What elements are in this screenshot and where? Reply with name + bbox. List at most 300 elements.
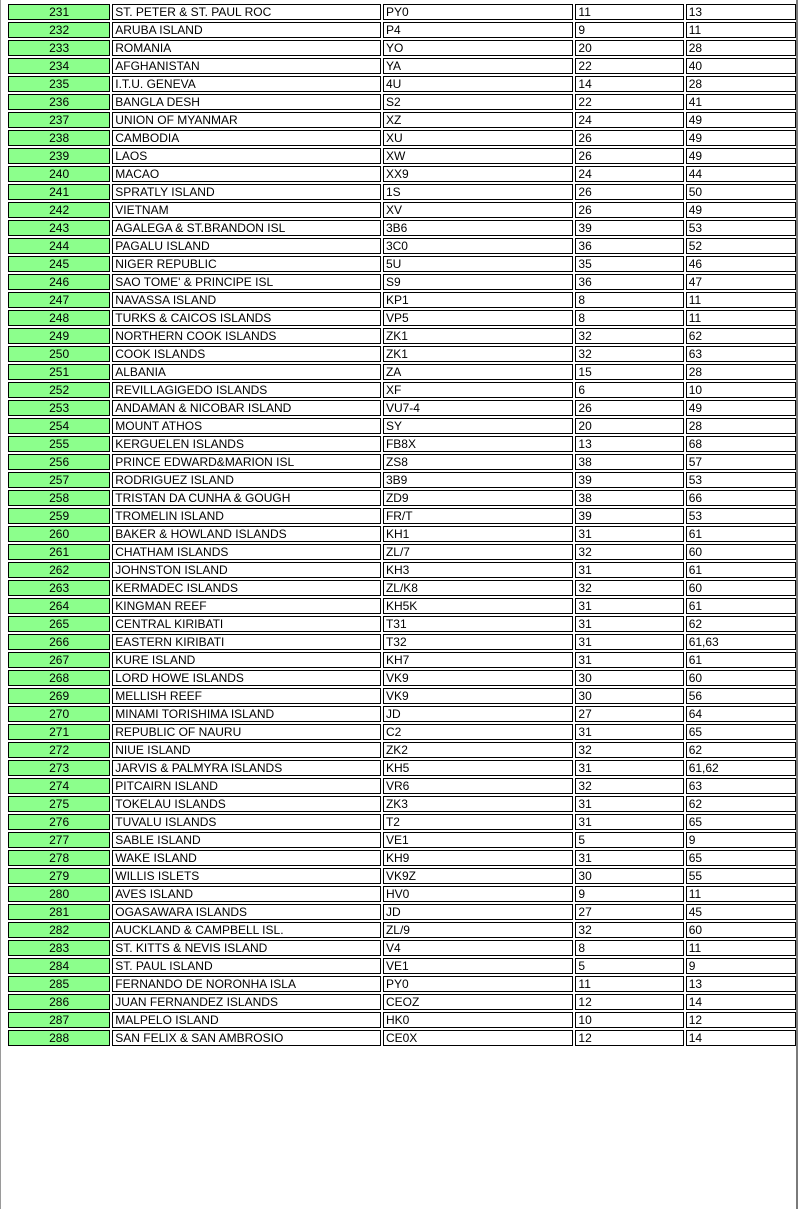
entity-number-cell: 247: [8, 292, 110, 308]
cq-zone-cell: 38: [575, 454, 683, 470]
prefix-cell: HV0: [383, 886, 573, 902]
table-row: [8, 706, 796, 722]
table-row: [8, 526, 796, 542]
cq-zone-cell: 13: [575, 436, 683, 452]
cq-zone-cell: 8: [575, 292, 683, 308]
itu-zone-cell: 49: [686, 202, 796, 218]
itu-zone-cell: 50: [686, 184, 796, 200]
country-name-cell: KURE ISLAND: [112, 652, 381, 668]
itu-zone-cell: 61: [686, 598, 796, 614]
entity-number-cell: 251: [8, 364, 110, 380]
prefix-cell: XZ: [383, 112, 573, 128]
entity-number-cell: 258: [8, 490, 110, 506]
table-row: [8, 490, 796, 506]
country-name-cell: AGALEGA & ST.BRANDON ISL: [112, 220, 381, 236]
country-name-cell: ST. PAUL ISLAND: [112, 958, 381, 974]
table-row: [8, 256, 796, 272]
table-row: [8, 454, 796, 470]
table-row: [8, 112, 796, 128]
prefix-cell: XV: [383, 202, 573, 218]
table-row: [8, 40, 796, 56]
table-row: [8, 904, 796, 920]
cq-zone-cell: 35: [575, 256, 683, 272]
cq-zone-cell: 32: [575, 778, 683, 794]
prefix-cell: PY0: [383, 976, 573, 992]
table-row: [8, 886, 796, 902]
itu-zone-cell: 60: [686, 580, 796, 596]
entity-number-cell: 254: [8, 418, 110, 434]
cq-zone-cell: 5: [575, 958, 683, 974]
country-name-cell: MACAO: [112, 166, 381, 182]
entity-number-cell: 288: [8, 1030, 110, 1046]
cq-zone-cell: 32: [575, 742, 683, 758]
country-name-cell: BAKER & HOWLAND ISLANDS: [112, 526, 381, 542]
entity-number-cell: 285: [8, 976, 110, 992]
cq-zone-cell: 32: [575, 580, 683, 596]
table-row: [8, 742, 796, 758]
entity-number-cell: 281: [8, 904, 110, 920]
table-row: [8, 436, 796, 452]
prefix-cell: KH5K: [383, 598, 573, 614]
entity-number-cell: 278: [8, 850, 110, 866]
table-row: [8, 94, 796, 110]
cq-zone-cell: 26: [575, 148, 683, 164]
prefix-cell: T31: [383, 616, 573, 632]
country-name-cell: OGASAWARA ISLANDS: [112, 904, 381, 920]
entity-number-cell: 259: [8, 508, 110, 524]
entity-number-cell: 260: [8, 526, 110, 542]
prefix-cell: JD: [383, 706, 573, 722]
country-name-cell: AVES ISLAND: [112, 886, 381, 902]
prefix-cell: ZK1: [383, 328, 573, 344]
entity-number-cell: 274: [8, 778, 110, 794]
table-row: [8, 382, 796, 398]
country-name-cell: PAGALU ISLAND: [112, 238, 381, 254]
country-name-cell: SPRATLY ISLAND: [112, 184, 381, 200]
entity-number-cell: 232: [8, 22, 110, 38]
itu-zone-cell: 40: [686, 58, 796, 74]
cq-zone-cell: 22: [575, 94, 683, 110]
itu-zone-cell: 10: [686, 382, 796, 398]
cq-zone-cell: 24: [575, 112, 683, 128]
table-row: [8, 814, 796, 830]
cq-zone-cell: 32: [575, 922, 683, 938]
itu-zone-cell: 11: [686, 22, 796, 38]
entity-number-cell: 231: [8, 4, 110, 20]
table-row: [8, 76, 796, 92]
table-row: [8, 184, 796, 200]
country-name-cell: JARVIS & PALMYRA ISLANDS: [112, 760, 381, 776]
country-name-cell: JOHNSTON ISLAND: [112, 562, 381, 578]
table-row: [8, 922, 796, 938]
country-name-cell: ST. PETER & ST. PAUL ROC: [112, 4, 381, 20]
cq-zone-cell: 39: [575, 508, 683, 524]
cq-zone-cell: 30: [575, 868, 683, 884]
itu-zone-cell: 56: [686, 688, 796, 704]
itu-zone-cell: 62: [686, 328, 796, 344]
entity-number-cell: 280: [8, 886, 110, 902]
country-name-cell: SABLE ISLAND: [112, 832, 381, 848]
entity-number-cell: 272: [8, 742, 110, 758]
table-row: [8, 994, 796, 1010]
table-row: [8, 328, 796, 344]
prefix-cell: ZK1: [383, 346, 573, 362]
itu-zone-cell: 11: [686, 886, 796, 902]
cq-zone-cell: 30: [575, 670, 683, 686]
cq-zone-cell: 26: [575, 130, 683, 146]
table-row: [8, 724, 796, 740]
prefix-cell: VK9: [383, 670, 573, 686]
itu-zone-cell: 45: [686, 904, 796, 920]
cq-zone-cell: 32: [575, 544, 683, 560]
prefix-cell: XX9: [383, 166, 573, 182]
entity-number-cell: 248: [8, 310, 110, 326]
entity-number-cell: 256: [8, 454, 110, 470]
cq-zone-cell: 20: [575, 418, 683, 434]
table-row: [8, 796, 796, 812]
prefix-cell: ZK3: [383, 796, 573, 812]
table-row: [8, 562, 796, 578]
prefix-cell: VU7-4: [383, 400, 573, 416]
entity-number-cell: 241: [8, 184, 110, 200]
entity-number-cell: 236: [8, 94, 110, 110]
itu-zone-cell: 28: [686, 76, 796, 92]
cq-zone-cell: 26: [575, 202, 683, 218]
country-name-cell: TURKS & CAICOS ISLANDS: [112, 310, 381, 326]
prefix-cell: V4: [383, 940, 573, 956]
itu-zone-cell: 61: [686, 526, 796, 542]
prefix-cell: KH1: [383, 526, 573, 542]
itu-zone-cell: 60: [686, 922, 796, 938]
table-row: [8, 634, 796, 650]
table-row: [8, 958, 796, 974]
table-row: [8, 976, 796, 992]
cq-zone-cell: 39: [575, 472, 683, 488]
itu-zone-cell: 12: [686, 1012, 796, 1028]
entity-number-cell: 279: [8, 868, 110, 884]
entity-number-cell: 266: [8, 634, 110, 650]
country-name-cell: WILLIS ISLETS: [112, 868, 381, 884]
itu-zone-cell: 49: [686, 130, 796, 146]
prefix-cell: C2: [383, 724, 573, 740]
itu-zone-cell: 57: [686, 454, 796, 470]
table-row: [8, 760, 796, 776]
prefix-cell: 1S: [383, 184, 573, 200]
table-row: [8, 940, 796, 956]
itu-zone-cell: 28: [686, 418, 796, 434]
country-name-cell: TUVALU ISLANDS: [112, 814, 381, 830]
cq-zone-cell: 15: [575, 364, 683, 380]
prefix-table: [6, 2, 798, 1048]
table-row: [8, 670, 796, 686]
table-row: [8, 238, 796, 254]
entity-number-cell: 287: [8, 1012, 110, 1028]
entity-number-cell: 273: [8, 760, 110, 776]
cq-zone-cell: 31: [575, 634, 683, 650]
prefix-cell: P4: [383, 22, 573, 38]
country-name-cell: MALPELO ISLAND: [112, 1012, 381, 1028]
prefix-cell: KP1: [383, 292, 573, 308]
table-row: [8, 418, 796, 434]
country-name-cell: ARUBA ISLAND: [112, 22, 381, 38]
country-name-cell: RODRIGUEZ ISLAND: [112, 472, 381, 488]
prefix-cell: 3B9: [383, 472, 573, 488]
country-name-cell: FERNANDO DE NORONHA ISLA: [112, 976, 381, 992]
prefix-cell: 4U: [383, 76, 573, 92]
itu-zone-cell: 49: [686, 148, 796, 164]
table-row: [8, 598, 796, 614]
cq-zone-cell: 8: [575, 940, 683, 956]
country-name-cell: JUAN FERNANDEZ ISLANDS: [112, 994, 381, 1010]
itu-zone-cell: 61: [686, 562, 796, 578]
itu-zone-cell: 14: [686, 1030, 796, 1046]
itu-zone-cell: 65: [686, 814, 796, 830]
itu-zone-cell: 62: [686, 742, 796, 758]
itu-zone-cell: 13: [686, 4, 796, 20]
prefix-cell: FB8X: [383, 436, 573, 452]
table-row: [8, 868, 796, 884]
entity-number-cell: 255: [8, 436, 110, 452]
itu-zone-cell: 61,62: [686, 760, 796, 776]
entity-number-cell: 238: [8, 130, 110, 146]
itu-zone-cell: 46: [686, 256, 796, 272]
country-name-cell: LORD HOWE ISLANDS: [112, 670, 381, 686]
itu-zone-cell: 49: [686, 112, 796, 128]
entity-number-cell: 282: [8, 922, 110, 938]
itu-zone-cell: 66: [686, 490, 796, 506]
prefix-cell: YA: [383, 58, 573, 74]
entity-number-cell: 264: [8, 598, 110, 614]
country-name-cell: PRINCE EDWARD&MARION ISL: [112, 454, 381, 470]
table-row: [8, 508, 796, 524]
itu-zone-cell: 9: [686, 832, 796, 848]
cq-zone-cell: 9: [575, 886, 683, 902]
entity-number-cell: 261: [8, 544, 110, 560]
itu-zone-cell: 49: [686, 400, 796, 416]
country-name-cell: TOKELAU ISLANDS: [112, 796, 381, 812]
prefix-cell: 5U: [383, 256, 573, 272]
entity-number-cell: 265: [8, 616, 110, 632]
prefix-cell: XW: [383, 148, 573, 164]
country-name-cell: KERGUELEN ISLANDS: [112, 436, 381, 452]
prefix-cell: JD: [383, 904, 573, 920]
prefix-cell: XU: [383, 130, 573, 146]
cq-zone-cell: 31: [575, 760, 683, 776]
country-name-cell: KINGMAN REEF: [112, 598, 381, 614]
entity-number-cell: 270: [8, 706, 110, 722]
prefix-cell: ZL/K8: [383, 580, 573, 596]
table-row: [8, 778, 796, 794]
prefix-cell: VP5: [383, 310, 573, 326]
table-row: [8, 850, 796, 866]
prefix-cell: FR/T: [383, 508, 573, 524]
itu-zone-cell: 62: [686, 796, 796, 812]
country-name-cell: MINAMI TORISHIMA ISLAND: [112, 706, 381, 722]
itu-zone-cell: 62: [686, 616, 796, 632]
prefix-cell: KH9: [383, 850, 573, 866]
prefix-cell: ZK2: [383, 742, 573, 758]
cq-zone-cell: 39: [575, 220, 683, 236]
table-row: [8, 292, 796, 308]
table-row: [8, 688, 796, 704]
country-name-cell: SAO TOME' & PRINCIPE ISL: [112, 274, 381, 290]
country-name-cell: MELLISH REEF: [112, 688, 381, 704]
cq-zone-cell: 32: [575, 346, 683, 362]
table-row: [8, 220, 796, 236]
table-row: [8, 274, 796, 290]
country-name-cell: MOUNT ATHOS: [112, 418, 381, 434]
cq-zone-cell: 27: [575, 904, 683, 920]
cq-zone-cell: 31: [575, 526, 683, 542]
country-name-cell: I.T.U. GENEVA: [112, 76, 381, 92]
country-name-cell: COOK ISLANDS: [112, 346, 381, 362]
cq-zone-cell: 31: [575, 562, 683, 578]
cq-zone-cell: 31: [575, 814, 683, 830]
cq-zone-cell: 31: [575, 616, 683, 632]
prefix-cell: ZD9: [383, 490, 573, 506]
cq-zone-cell: 10: [575, 1012, 683, 1028]
itu-zone-cell: 28: [686, 40, 796, 56]
prefix-cell: SY: [383, 418, 573, 434]
country-name-cell: PITCAIRN ISLAND: [112, 778, 381, 794]
cq-zone-cell: 38: [575, 490, 683, 506]
country-name-cell: NAVASSA ISLAND: [112, 292, 381, 308]
itu-zone-cell: 11: [686, 310, 796, 326]
cq-zone-cell: 11: [575, 976, 683, 992]
country-name-cell: ALBANIA: [112, 364, 381, 380]
entity-number-cell: 283: [8, 940, 110, 956]
country-name-cell: LAOS: [112, 148, 381, 164]
prefix-cell: S9: [383, 274, 573, 290]
country-name-cell: SAN FELIX & SAN AMBROSIO: [112, 1030, 381, 1046]
entity-number-cell: 234: [8, 58, 110, 74]
entity-number-cell: 257: [8, 472, 110, 488]
cq-zone-cell: 20: [575, 40, 683, 56]
entity-number-cell: 275: [8, 796, 110, 812]
itu-zone-cell: 11: [686, 940, 796, 956]
entity-number-cell: 240: [8, 166, 110, 182]
entity-number-cell: 249: [8, 328, 110, 344]
prefix-cell: VE1: [383, 958, 573, 974]
country-name-cell: WAKE ISLAND: [112, 850, 381, 866]
country-name-cell: TRISTAN DA CUNHA & GOUGH: [112, 490, 381, 506]
cq-zone-cell: 12: [575, 994, 683, 1010]
itu-zone-cell: 68: [686, 436, 796, 452]
country-name-cell: REPUBLIC OF NAURU: [112, 724, 381, 740]
prefix-cell: PY0: [383, 4, 573, 20]
entity-number-cell: 267: [8, 652, 110, 668]
cq-zone-cell: 31: [575, 652, 683, 668]
country-name-cell: VIETNAM: [112, 202, 381, 218]
prefix-cell: ZL/7: [383, 544, 573, 560]
country-name-cell: UNION OF MYANMAR: [112, 112, 381, 128]
country-name-cell: NIGER REPUBLIC: [112, 256, 381, 272]
prefix-cell: KH5: [383, 760, 573, 776]
itu-zone-cell: 9: [686, 958, 796, 974]
country-name-cell: ANDAMAN & NICOBAR ISLAND: [112, 400, 381, 416]
prefix-cell: KH7: [383, 652, 573, 668]
entity-number-cell: 235: [8, 76, 110, 92]
country-name-cell: AFGHANISTAN: [112, 58, 381, 74]
itu-zone-cell: 53: [686, 472, 796, 488]
itu-zone-cell: 44: [686, 166, 796, 182]
table-row: [8, 1030, 796, 1046]
itu-zone-cell: 63: [686, 346, 796, 362]
cq-zone-cell: 31: [575, 724, 683, 740]
cq-zone-cell: 31: [575, 796, 683, 812]
country-name-cell: ST. KITTS & NEVIS ISLAND: [112, 940, 381, 956]
entity-number-cell: 269: [8, 688, 110, 704]
table-row: [8, 472, 796, 488]
table-row: [8, 400, 796, 416]
entity-number-cell: 263: [8, 580, 110, 596]
cq-zone-cell: 32: [575, 328, 683, 344]
entity-number-cell: 268: [8, 670, 110, 686]
cq-zone-cell: 12: [575, 1030, 683, 1046]
prefix-cell: S2: [383, 94, 573, 110]
prefix-cell: VR6: [383, 778, 573, 794]
table-row: [8, 4, 796, 20]
table-row: [8, 1012, 796, 1028]
table-row: [8, 58, 796, 74]
country-name-cell: CAMBODIA: [112, 130, 381, 146]
country-name-cell: CENTRAL KIRIBATI: [112, 616, 381, 632]
cq-zone-cell: 26: [575, 184, 683, 200]
itu-zone-cell: 61,63: [686, 634, 796, 650]
itu-zone-cell: 60: [686, 544, 796, 560]
prefix-cell: 3C0: [383, 238, 573, 254]
entity-number-cell: 252: [8, 382, 110, 398]
cq-zone-cell: 9: [575, 22, 683, 38]
country-name-cell: EASTERN KIRIBATI: [112, 634, 381, 650]
itu-zone-cell: 11: [686, 292, 796, 308]
itu-zone-cell: 55: [686, 868, 796, 884]
itu-zone-cell: 65: [686, 850, 796, 866]
itu-zone-cell: 14: [686, 994, 796, 1010]
table-row: [8, 616, 796, 632]
table-row: [8, 580, 796, 596]
entity-number-cell: 233: [8, 40, 110, 56]
prefix-cell: VK9: [383, 688, 573, 704]
entity-number-cell: 242: [8, 202, 110, 218]
cq-zone-cell: 26: [575, 400, 683, 416]
prefix-cell: XF: [383, 382, 573, 398]
entity-number-cell: 271: [8, 724, 110, 740]
table-row: [8, 130, 796, 146]
cq-zone-cell: 5: [575, 832, 683, 848]
itu-zone-cell: 53: [686, 220, 796, 236]
cq-zone-cell: 6: [575, 382, 683, 398]
itu-zone-cell: 65: [686, 724, 796, 740]
table-row: [8, 310, 796, 326]
prefix-cell: ZL/9: [383, 922, 573, 938]
itu-zone-cell: 61: [686, 652, 796, 668]
entity-number-cell: 253: [8, 400, 110, 416]
prefix-cell: CEOZ: [383, 994, 573, 1010]
country-name-cell: TROMELIN ISLAND: [112, 508, 381, 524]
country-name-cell: ROMANIA: [112, 40, 381, 56]
country-name-cell: NORTHERN COOK ISLANDS: [112, 328, 381, 344]
table-row: [8, 544, 796, 560]
prefix-cell: T32: [383, 634, 573, 650]
country-name-cell: BANGLA DESH: [112, 94, 381, 110]
entity-number-cell: 246: [8, 274, 110, 290]
prefix-cell: YO: [383, 40, 573, 56]
itu-zone-cell: 60: [686, 670, 796, 686]
country-name-cell: REVILLAGIGEDO ISLANDS: [112, 382, 381, 398]
table-row: [8, 364, 796, 380]
prefix-cell: HK0: [383, 1012, 573, 1028]
